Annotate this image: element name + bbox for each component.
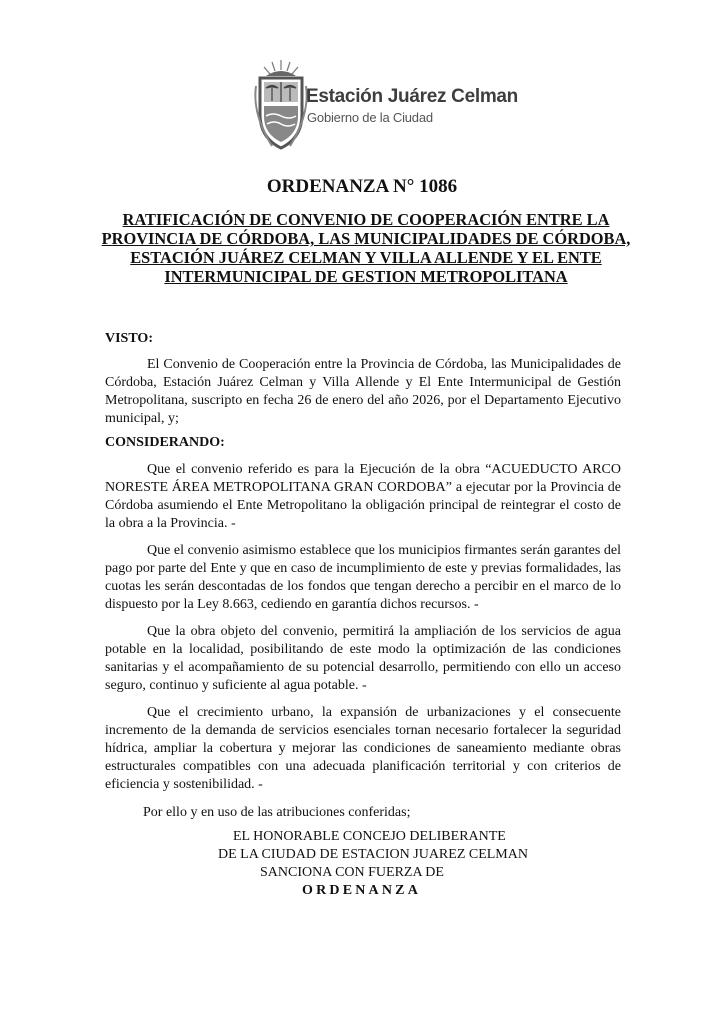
- sanction-line: DE LA CIUDAD DE ESTACION JUAREZ CELMAN: [218, 847, 528, 862]
- brand-subtitle: Gobierno de la Ciudad: [307, 110, 433, 125]
- considerando-paragraph: Que el convenio referido es para la Ejecución de la obra “ACUEDUCTO ARCO NORESTE ÁREA METROPOLITANA GRAN CORDOBA” a ejecutar por la Provincia de Córdoba asumiendo el Ente Metropolitano la obligación principal de reintegrar el costo de la obra a la Provincia. -: [105, 462, 621, 531]
- sanction-line: EL HONORABLE CONCEJO DELIBERANTE: [233, 829, 506, 844]
- considerando-heading: CONSIDERANDO:: [105, 435, 225, 450]
- municipal-coat-of-arms-icon: [252, 58, 310, 154]
- considerando-paragraph: Que la obra objeto del convenio, permitirá la ampliación de los servicios de agua potable en la localidad, posibilitando de este modo la optimización de las condiciones sanitarias y el acompañamiento de su potencial desarrollo, permitiendo con ello un acceso seguro, continuo y suficiente al agua potable. -: [105, 624, 621, 693]
- sanction-line: SANCIONA CON FUERZA DE: [260, 865, 444, 880]
- sanction-block: [218, 828, 528, 900]
- brand-name: Estación Juárez Celman: [306, 86, 518, 107]
- considerando-paragraph: Que el crecimiento urbano, la expansión de urbanizaciones y el consecuente incremento de la demanda de servicios esenciales tornan necesario fortalecer la seguridad hídrica, ampliar la cobertura y mejorar las condiciones de saneamiento mediante obras estructurales compatibles con una adecuada planificación territorial y con criterios de eficiencia y sostenibilidad. -: [105, 705, 621, 792]
- ordinance-subtitle: RATIFICACIÓN DE CONVENIO DE COOPERACIÓN ENTRE LA PROVINCIA DE CÓRDOBA, LAS MUNICIPALIDADES DE CÓRDOBA, ESTACIÓN JUÁREZ CELMAN Y VILLA ALLENDE Y EL ENTE INTERMUNICIPAL DE GESTION METROPOLITANA: [101, 210, 631, 286]
- considerando-paragraph: Que el convenio asimismo establece que los municipios firmantes serán garantes del pago por parte del Ente y que en caso de incumplimiento de este y previas formalidades, las cuotas les serán descontadas de los fondos que tengan derecho a percibir en el marco de lo dispuesto por la Ley 8.663, cediendo en garantía dichos recursos. -: [105, 543, 621, 612]
- visto-heading: VISTO:: [105, 331, 153, 346]
- sanction-ordenanza: ORDENANZA: [302, 883, 422, 898]
- letterhead: [252, 58, 518, 154]
- document-body: [105, 330, 621, 822]
- visto-paragraph: El Convenio de Cooperación entre la Provincia de Córdoba, las Municipalidades de Córdoba, Estación Juárez Celman y Villa Allende y El Ente Intermunicipal de Gestión Metropolitana, suscripto en fecha 26 de enero del año 2026, por el Departamento Ejecutivo municipal, y;: [105, 357, 621, 426]
- closing-paragraph: Por ello y en uso de las atribuciones conferidas;: [143, 805, 411, 820]
- ordinance-title: ORDENANZA N° 1086: [266, 176, 458, 197]
